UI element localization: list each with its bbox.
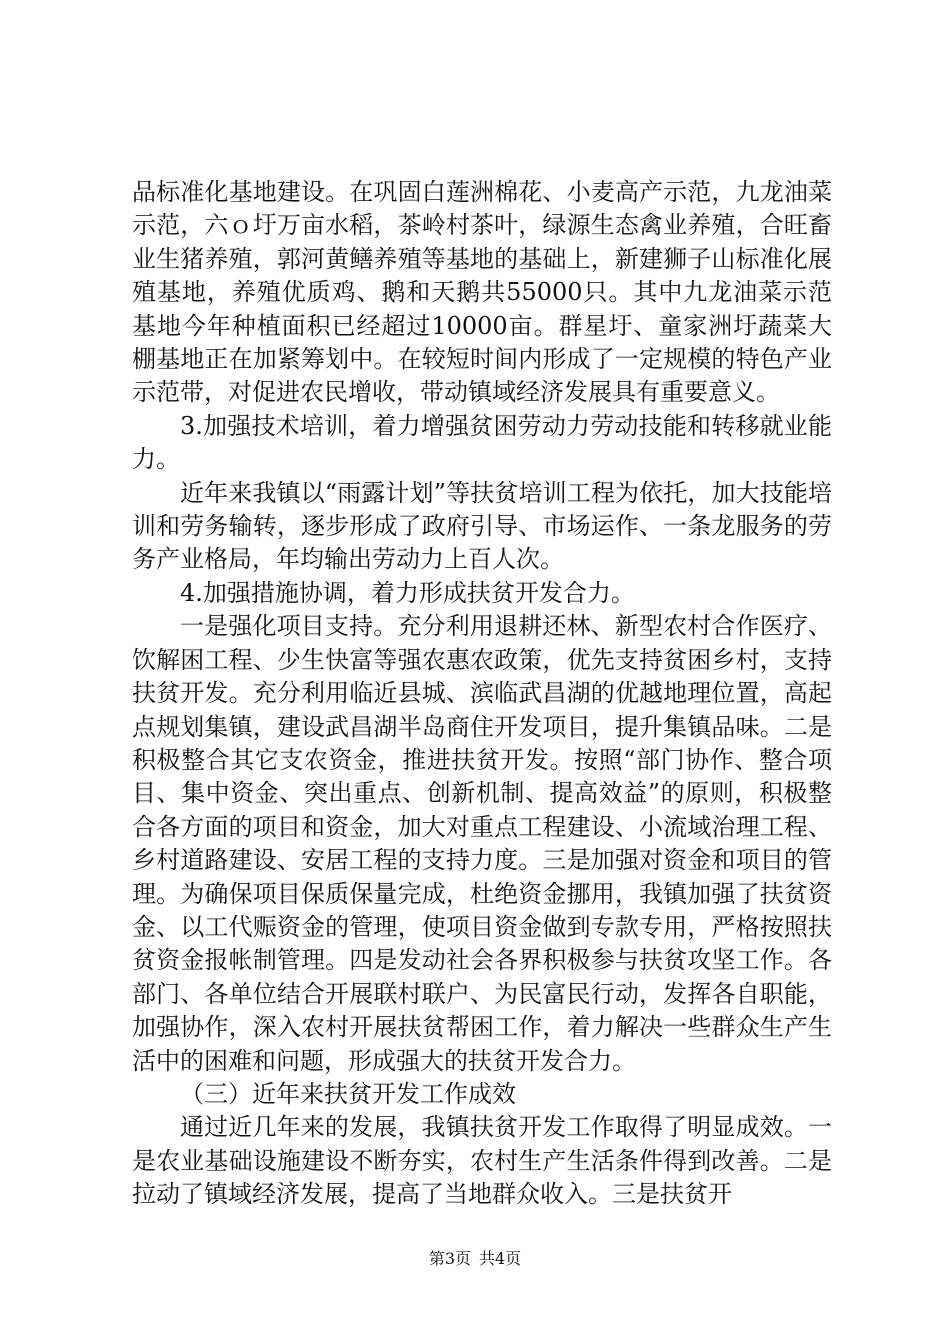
page-number: 第3页 [428,1249,471,1268]
paragraph-2: 近年来我镇以“雨露计划”等扶贫培训工程为依托，加大技能培训和劳务输转，逐步形成了政府引导、市场运作、一条龙服务的劳务产业格局，年均输出劳动力上百人次。 [132,478,832,574]
section-heading-3: 3.加强技术培训，着力增强贫困劳动力劳动技能和转移就业能力。 [132,411,832,474]
paragraph-4: 通过近几年来的发展，我镇扶贫开发工作取得了明显成效。一是农业基础设施建设不断夯实，农村生产生活条件得到改善。二是拉动了镇域经济发展，提高了当地群众收入。三是扶贫开 [132,1113,832,1209]
page-total: 共4页 [479,1249,522,1268]
paragraph-3: 一是强化项目支持。充分利用退耕还林、新型农村合作医疗、饮解困工程、少生快富等强农惠农政策，优先支持贫困乡村，支持扶贫开发。充分利用临近县城、滨临武昌湖的优越地理位置，高起点规划集镇，建设武昌湖半岛商住开发项目，提升集镇品味。二是积极整合其它支农资金，推进扶贫开发。按照“部门协作、整合项目、集中资金、突出重点、创新机制、提高效益”的原则，积极整合各方面的项目和资金，加大对重点工程建设、小流域治理工程、乡村道路建设、安居工程的支持力度。三是加强对资金和项目的管理。为确保项目保质保量完成，杜绝资金挪用，我镇加强了扶贫资金、以工代赈资金的管理，使项目资金做到专款专用，严格按照扶贫资金报帐制管理。四是发动社会各界积极参与扶贫攻坚工作。各部门、各单位结合开展联村联户、为民富民行动，发挥各自职能，加强协作，深入农村开展扶贫帮困工作，着力解决一些群众生产生活中的困难和问题，形成强大的扶贫开发合力。 [132,612,832,1075]
paragraph-1: 品标准化基地建设。在巩固白莲洲棉花、小麦高产示范，九龙油菜示范，六ｏ圩万亩水稻，茶岭村茶叶，绿源生态禽业养殖，合旺畜业生猪养殖，郭河黄鳝养殖等基地的基础上，新建狮子山标准化展殖基地，养殖优质鸡、鹅和天鹅共55000只。其中九龙油菜示范基地今年种植面积已经超过10000亩。群星圩、童家洲圩蔬菜大棚基地正在加紧筹划中。在较短时间内形成了一定规模的特色产业示范带，对促进农民增收，带动镇域经济发展具有重要意义。 [132,178,832,407]
page-footer [0,1246,950,1269]
document-body [132,176,832,1212]
section-heading-4: 4.加强措施协调，着力形成扶贫开发合力。 [180,578,635,607]
section-heading-results: （三）近年来扶贫开发工作成效 [180,1079,516,1108]
